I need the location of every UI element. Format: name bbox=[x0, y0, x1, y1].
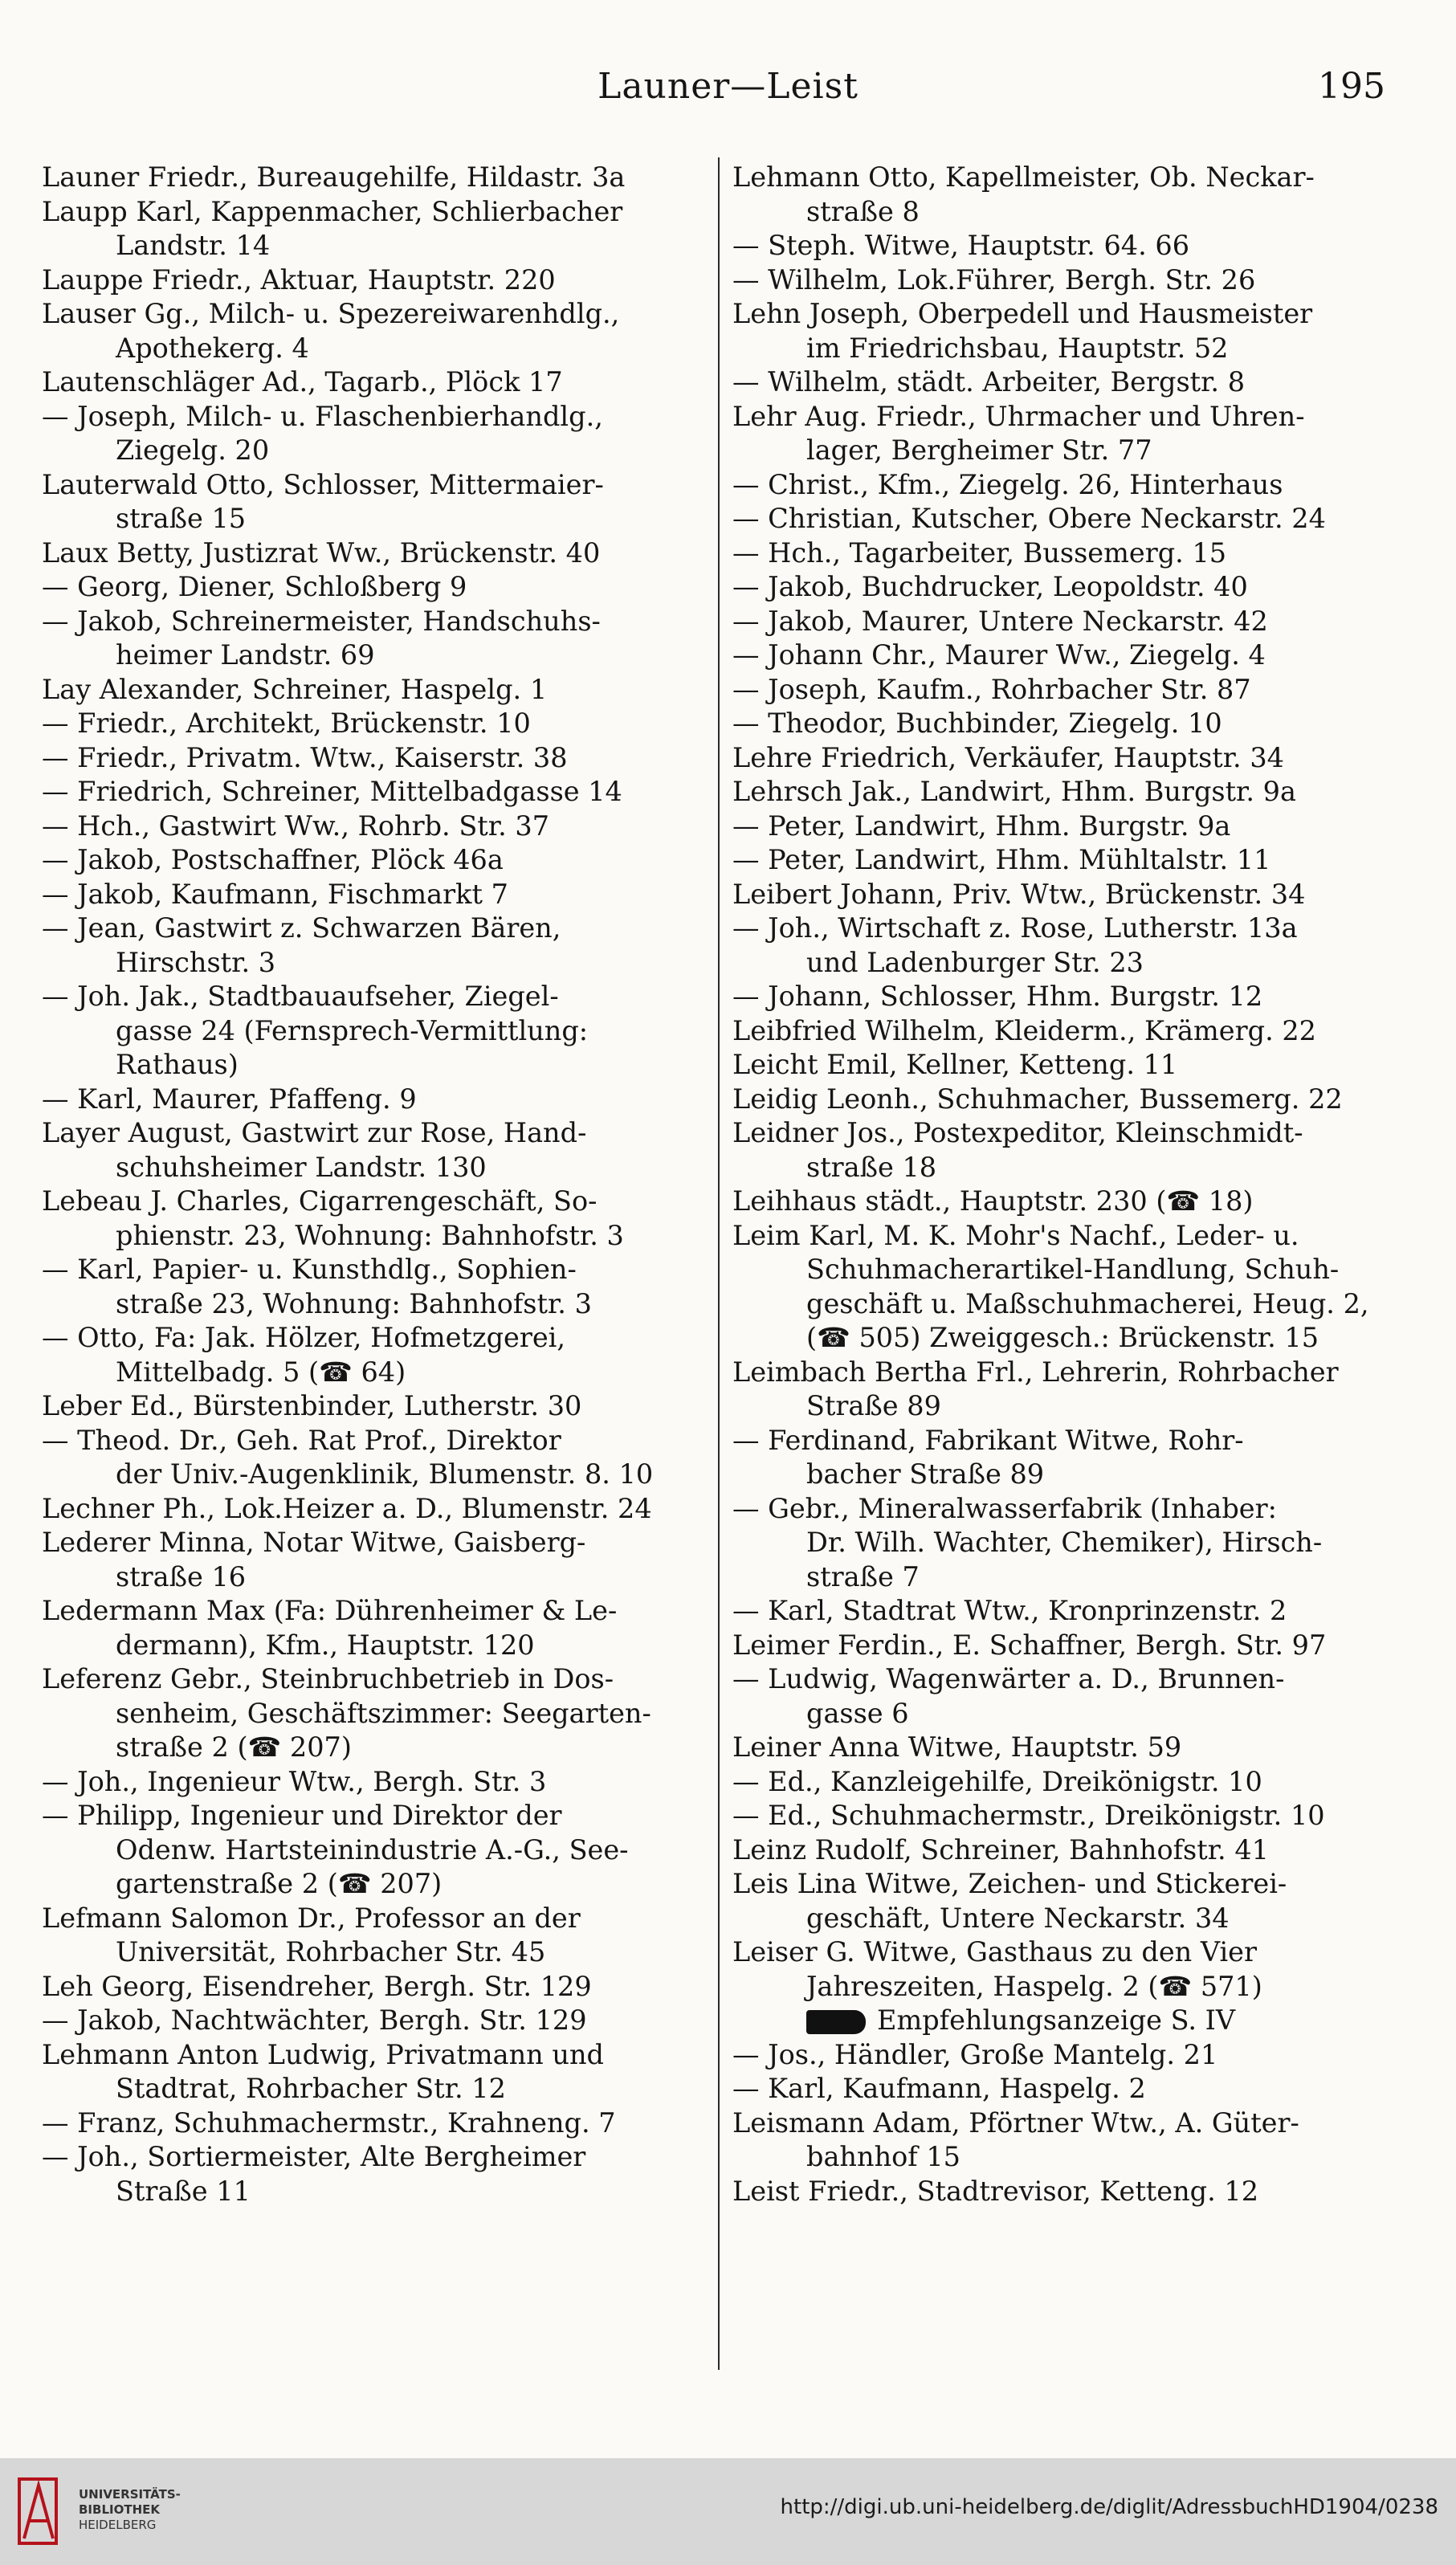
entry-line: Leibfried Wilhelm, Kleiderm., Krämerg. 22 bbox=[732, 1014, 1316, 1046]
entry-line: Leist Friedr., Stadtrevisor, Ketteng. 12 bbox=[732, 2175, 1259, 2207]
entry-line: Universität, Rohrbacher Str. 45 bbox=[116, 1936, 546, 1968]
entry-line: — Joh., Sortiermeister, Alte Bergheimer bbox=[42, 2141, 586, 2172]
entry-line: Lederer Minna, Notar Witwe, Gaisberg- bbox=[42, 1527, 586, 1558]
entry-line: Laux Betty, Justizrat Ww., Brückenstr. 40 bbox=[42, 536, 601, 569]
entry-line: — Ludwig, Wagenwärter a. D., Brunnen- bbox=[732, 1663, 1285, 1694]
entry-line: — Johann, Schlosser, Hhm. Burgstr. 12 bbox=[732, 981, 1263, 1012]
entry-line: — Philipp, Ingenieur und Direktor der bbox=[42, 1800, 562, 1831]
entry-line: senheim, Geschäftszimmer: Seegarten- bbox=[116, 1697, 651, 1729]
column-divider bbox=[718, 157, 720, 2370]
entry-line: Lefmann Salomon Dr., Professor an der bbox=[42, 1902, 581, 1934]
entry-line: — Joseph, Milch- u. Flaschenbierhandlg., bbox=[42, 400, 603, 432]
entry-line: Lebeau J. Charles, Cigarrengeschäft, So- bbox=[42, 1185, 597, 1217]
entry-line: — Joh., Wirtschaft z. Rose, Lutherstr. 13a bbox=[732, 912, 1298, 944]
entry-line: Layer August, Gastwirt zur Rose, Hand- bbox=[42, 1117, 587, 1148]
entry-line: und Ladenburger Str. 23 bbox=[806, 946, 1144, 978]
entry-line: — Gebr., Mineralwasserfabrik (Inhaber: bbox=[732, 1492, 1277, 1524]
entry-line: Stadtrat, Rohrbacher Str. 12 bbox=[116, 2073, 506, 2104]
entry-line: Leis Lina Witwe, Zeichen- und Stickerei- bbox=[732, 1868, 1287, 1899]
entry-line: straße 7 bbox=[806, 1560, 920, 1592]
entry-line: — Karl, Stadtrat Wtw., Kronprinzenstr. 2 bbox=[732, 1595, 1287, 1626]
entry-line: phienstr. 23, Wohnung: Bahnhofstr. 3 bbox=[116, 1219, 624, 1251]
page-number: 195 bbox=[1318, 66, 1385, 107]
entry-line: Lehmann Anton Ludwig, Privatmann und bbox=[42, 2038, 604, 2070]
entry-line: bacher Straße 89 bbox=[806, 1458, 1045, 1490]
library-name-line2: BIBLIOTHEK bbox=[79, 2502, 160, 2517]
entry-line: lager, Bergheimer Str. 77 bbox=[806, 434, 1152, 466]
entry-line: — Georg, Diener, Schloßberg 9 bbox=[42, 571, 467, 602]
entry-line: Dr. Wilh. Wachter, Chemiker), Hirsch- bbox=[806, 1527, 1323, 1558]
entry-line: gasse 6 bbox=[806, 1697, 909, 1729]
entry-line bbox=[732, 2004, 1407, 2038]
entry-line: Leicht Emil, Kellner, Ketteng. 11 bbox=[732, 1049, 1178, 1080]
entry-line: geschäft u. Maßschuhmacherei, Heug. 2, bbox=[806, 1287, 1369, 1319]
entry-line: straße 15 bbox=[116, 503, 247, 534]
entry-line: Leber Ed., Bürstenbinder, Lutherstr. 30 bbox=[42, 1390, 582, 1421]
entry-line: Launer Friedr., Bureaugehilfe, Hildastr. 3a bbox=[42, 161, 626, 193]
entry-line: Leinz Rudolf, Schreiner, Bahnhofstr. 41 bbox=[732, 1833, 1269, 1866]
entry-line: Leiser G. Witwe, Gasthaus zu den Vier bbox=[732, 1936, 1258, 1968]
entry-line: — Jakob, Schreinermeister, Handschuhs- bbox=[42, 605, 601, 637]
entry-line: — Theodor, Buchbinder, Ziegelg. 10 bbox=[732, 708, 1222, 739]
entry-line: Leismann Adam, Pförtner Wtw., A. Güter- bbox=[732, 2106, 1299, 2139]
entry-line: Lehmann Otto, Kapellmeister, Ob. Neckar- bbox=[732, 161, 1315, 193]
footer-bar bbox=[0, 2458, 1456, 2565]
entry-line: Lehr Aug. Friedr., Uhrmacher und Uhren- bbox=[732, 400, 1305, 432]
entry-line: — Wilhelm, Lok.Führer, Bergh. Str. 26 bbox=[732, 263, 1256, 296]
entry-line: Laupp Karl, Kappenmacher, Schlierbacher bbox=[42, 195, 623, 227]
entry-line: dermann), Kfm., Hauptstr. 120 bbox=[116, 1629, 535, 1661]
entry-line: — Karl, Papier- u. Kunsthdlg., Sophien- bbox=[42, 1254, 577, 1285]
page-header bbox=[0, 66, 1456, 122]
entry-line: Ziegelg. 20 bbox=[116, 434, 270, 466]
entry-line: — Jakob, Nachtwächter, Bergh. Str. 129 bbox=[42, 2004, 587, 2036]
source-url-link[interactable]: http://digi.ub.uni-heidelberg.de/diglit/AdressbuchHD1904/0238 bbox=[780, 2495, 1438, 2519]
entry-line: Lay Alexander, Schreiner, Haspelg. 1 bbox=[42, 673, 548, 705]
entry-line: geschäft, Untere Neckarstr. 34 bbox=[806, 1902, 1230, 1934]
entry-line: Leihhaus städt., Hauptstr. 230 (☎ 18) bbox=[732, 1185, 1254, 1217]
entry-line: gartenstraße 2 (☎ 207) bbox=[116, 1868, 443, 1899]
entry-line: — Ferdinand, Fabrikant Witwe, Rohr- bbox=[732, 1424, 1244, 1456]
entry-line: Straße 89 bbox=[806, 1390, 941, 1421]
entry-line: — Steph. Witwe, Hauptstr. 64. 66 bbox=[732, 230, 1190, 261]
entry-line: — Christian, Kutscher, Obere Neckarstr. 24 bbox=[732, 503, 1326, 534]
left-column bbox=[42, 161, 707, 2208]
entry-line: Schuhmacherartikel-Handlung, Schuh- bbox=[806, 1254, 1340, 1285]
entry-line: Odenw. Hartsteinindustrie A.-G., See- bbox=[116, 1833, 629, 1866]
entry-line: — Joseph, Kaufm., Rohrbacher Str. 87 bbox=[732, 673, 1251, 705]
entry-line: Leimer Ferdin., E. Schaffner, Bergh. Str. 97 bbox=[732, 1629, 1327, 1661]
entry-line: straße 2 (☎ 207) bbox=[116, 1731, 352, 1763]
library-name-line3: HEIDELBERG bbox=[79, 2518, 157, 2532]
entry-line: Leim Karl, M. K. Mohr's Nachf., Leder- u. bbox=[732, 1219, 1299, 1251]
entry-line: — Ed., Kanzleigehilfe, Dreikönigstr. 10 bbox=[732, 1765, 1262, 1797]
entry-line: Leimbach Bertha Frl., Lehrerin, Rohrbacher bbox=[732, 1356, 1339, 1388]
entry-line: — Jakob, Buchdrucker, Leopoldstr. 40 bbox=[732, 571, 1248, 602]
entry-line: — Ed., Schuhmachermstr., Dreikönigstr. 10 bbox=[732, 1800, 1325, 1831]
entry-line: — Wilhelm, städt. Arbeiter, Bergstr. 8 bbox=[732, 366, 1246, 398]
entry-line: Lauterwald Otto, Schlosser, Mittermaier- bbox=[42, 468, 604, 500]
entry-line: Lauser Gg., Milch- u. Spezereiwarenhdlg., bbox=[42, 298, 620, 329]
pointing-hand-icon bbox=[806, 2010, 866, 2034]
entry-line: bahnhof 15 bbox=[806, 2141, 960, 2172]
entry-line: straße 18 bbox=[806, 1151, 937, 1183]
entry-line: — Theod. Dr., Geh. Rat Prof., Direktor bbox=[42, 1424, 561, 1456]
entry-line: — Otto, Fa: Jak. Hölzer, Hofmetzgerei, bbox=[42, 1322, 566, 1353]
entry-line: Lautenschläger Ad., Tagarb., Plöck 17 bbox=[42, 366, 563, 398]
entry-line: der Univ.-Augenklinik, Blumenstr. 8. 10 bbox=[116, 1458, 654, 1490]
entry-line: Leibert Johann, Priv. Wtw., Brückenstr. 34 bbox=[732, 878, 1306, 910]
entry-text: Empfehlungsanzeige S. IV bbox=[877, 2004, 1236, 2036]
entry-line: — Jakob, Maurer, Untere Neckarstr. 42 bbox=[732, 605, 1268, 637]
entry-line: Lehn Joseph, Oberpedell und Hausmeister bbox=[732, 298, 1313, 329]
entry-line: Straße 11 bbox=[116, 2175, 251, 2207]
entry-line: — Hch., Gastwirt Ww., Rohrb. Str. 37 bbox=[42, 809, 550, 842]
entry-line: Lehrsch Jak., Landwirt, Hhm. Burgstr. 9a bbox=[732, 776, 1296, 807]
entry-line: — Peter, Landwirt, Hhm. Mühltalstr. 11 bbox=[732, 844, 1271, 875]
entry-line: Landstr. 14 bbox=[116, 230, 271, 261]
entry-line: — Joh. Jak., Stadtbauaufseher, Ziegel- bbox=[42, 981, 559, 1012]
entry-line: Hirschstr. 3 bbox=[116, 946, 276, 978]
entry-line: Rathaus) bbox=[116, 1049, 239, 1080]
entry-line: Leiner Anna Witwe, Hauptstr. 59 bbox=[732, 1731, 1182, 1763]
entry-line: Lechner Ph., Lok.Heizer a. D., Blumenstr. 24 bbox=[42, 1492, 652, 1524]
entry-line: — Karl, Kaufmann, Haspelg. 2 bbox=[732, 2073, 1146, 2104]
library-logo-icon bbox=[18, 2474, 61, 2548]
entry-line: straße 8 bbox=[806, 195, 920, 227]
entry-line: — Christ., Kfm., Ziegelg. 26, Hinterhaus bbox=[732, 468, 1283, 500]
entry-line: — Johann Chr., Maurer Ww., Ziegelg. 4 bbox=[732, 639, 1266, 671]
entry-line: Mittelbadg. 5 (☎ 64) bbox=[116, 1356, 406, 1388]
entry-line: — Jean, Gastwirt z. Schwarzen Bären, bbox=[42, 912, 561, 944]
entry-line: Leferenz Gebr., Steinbruchbetrieb in Dos- bbox=[42, 1663, 614, 1694]
entry-line: heimer Landstr. 69 bbox=[116, 639, 375, 671]
entry-line: Jahreszeiten, Haspelg. 2 (☎ 571) bbox=[806, 1970, 1262, 2002]
entry-line: — Joh., Ingenieur Wtw., Bergh. Str. 3 bbox=[42, 1765, 547, 1797]
entry-line: — Friedr., Architekt, Brückenstr. 10 bbox=[42, 708, 531, 739]
entry-line: Ledermann Max (Fa: Dührenheimer & Le- bbox=[42, 1595, 618, 1626]
entry-line: schuhsheimer Landstr. 130 bbox=[116, 1151, 487, 1183]
entry-line: — Peter, Landwirt, Hhm. Burgstr. 9a bbox=[732, 809, 1231, 842]
entry-line: Leidner Jos., Postexpeditor, Kleinschmidt- bbox=[732, 1117, 1303, 1148]
entry-line: Lauppe Friedr., Aktuar, Hauptstr. 220 bbox=[42, 263, 556, 296]
entry-line: gasse 24 (Fernsprech-Vermittlung: bbox=[116, 1014, 589, 1046]
library-name bbox=[79, 2487, 181, 2533]
entry-line: — Hch., Tagarbeiter, Bussemerg. 15 bbox=[732, 536, 1227, 569]
entry-line: — Jos., Händler, Große Mantelg. 21 bbox=[732, 2038, 1218, 2070]
entry-line: straße 16 bbox=[116, 1560, 247, 1592]
entry-line: — Friedr., Privatm. Wtw., Kaiserstr. 38 bbox=[42, 741, 568, 773]
entry-line: — Friedrich, Schreiner, Mittelbadgasse 14 bbox=[42, 776, 622, 807]
entry-line: Leh Georg, Eisendreher, Bergh. Str. 129 bbox=[42, 1970, 592, 2002]
running-title: Launer—Leist bbox=[597, 66, 859, 107]
entry-line: — Franz, Schuhmachermstr., Krahneng. 7 bbox=[42, 2106, 616, 2139]
entry-line: (☎ 505) Zweiggesch.: Brückenstr. 15 bbox=[806, 1322, 1319, 1353]
entry-line: — Jakob, Postschaffner, Plöck 46a bbox=[42, 844, 504, 875]
right-column bbox=[732, 161, 1407, 2208]
entry-line: Leidig Leonh., Schuhmacher, Bussemerg. 22 bbox=[732, 1083, 1343, 1115]
entry-line: — Karl, Maurer, Pfaffeng. 9 bbox=[42, 1083, 417, 1115]
entry-line: straße 23, Wohnung: Bahnhofstr. 3 bbox=[116, 1287, 592, 1319]
entry-line: Lehre Friedrich, Verkäufer, Hauptstr. 34 bbox=[732, 741, 1284, 773]
entry-line: — Jakob, Kaufmann, Fischmarkt 7 bbox=[42, 878, 508, 910]
library-name-line1: UNIVERSITÄTS- bbox=[79, 2487, 181, 2502]
entry-line: Apothekerg. 4 bbox=[116, 332, 309, 364]
entry-line: im Friedrichsbau, Hauptstr. 52 bbox=[806, 332, 1229, 364]
